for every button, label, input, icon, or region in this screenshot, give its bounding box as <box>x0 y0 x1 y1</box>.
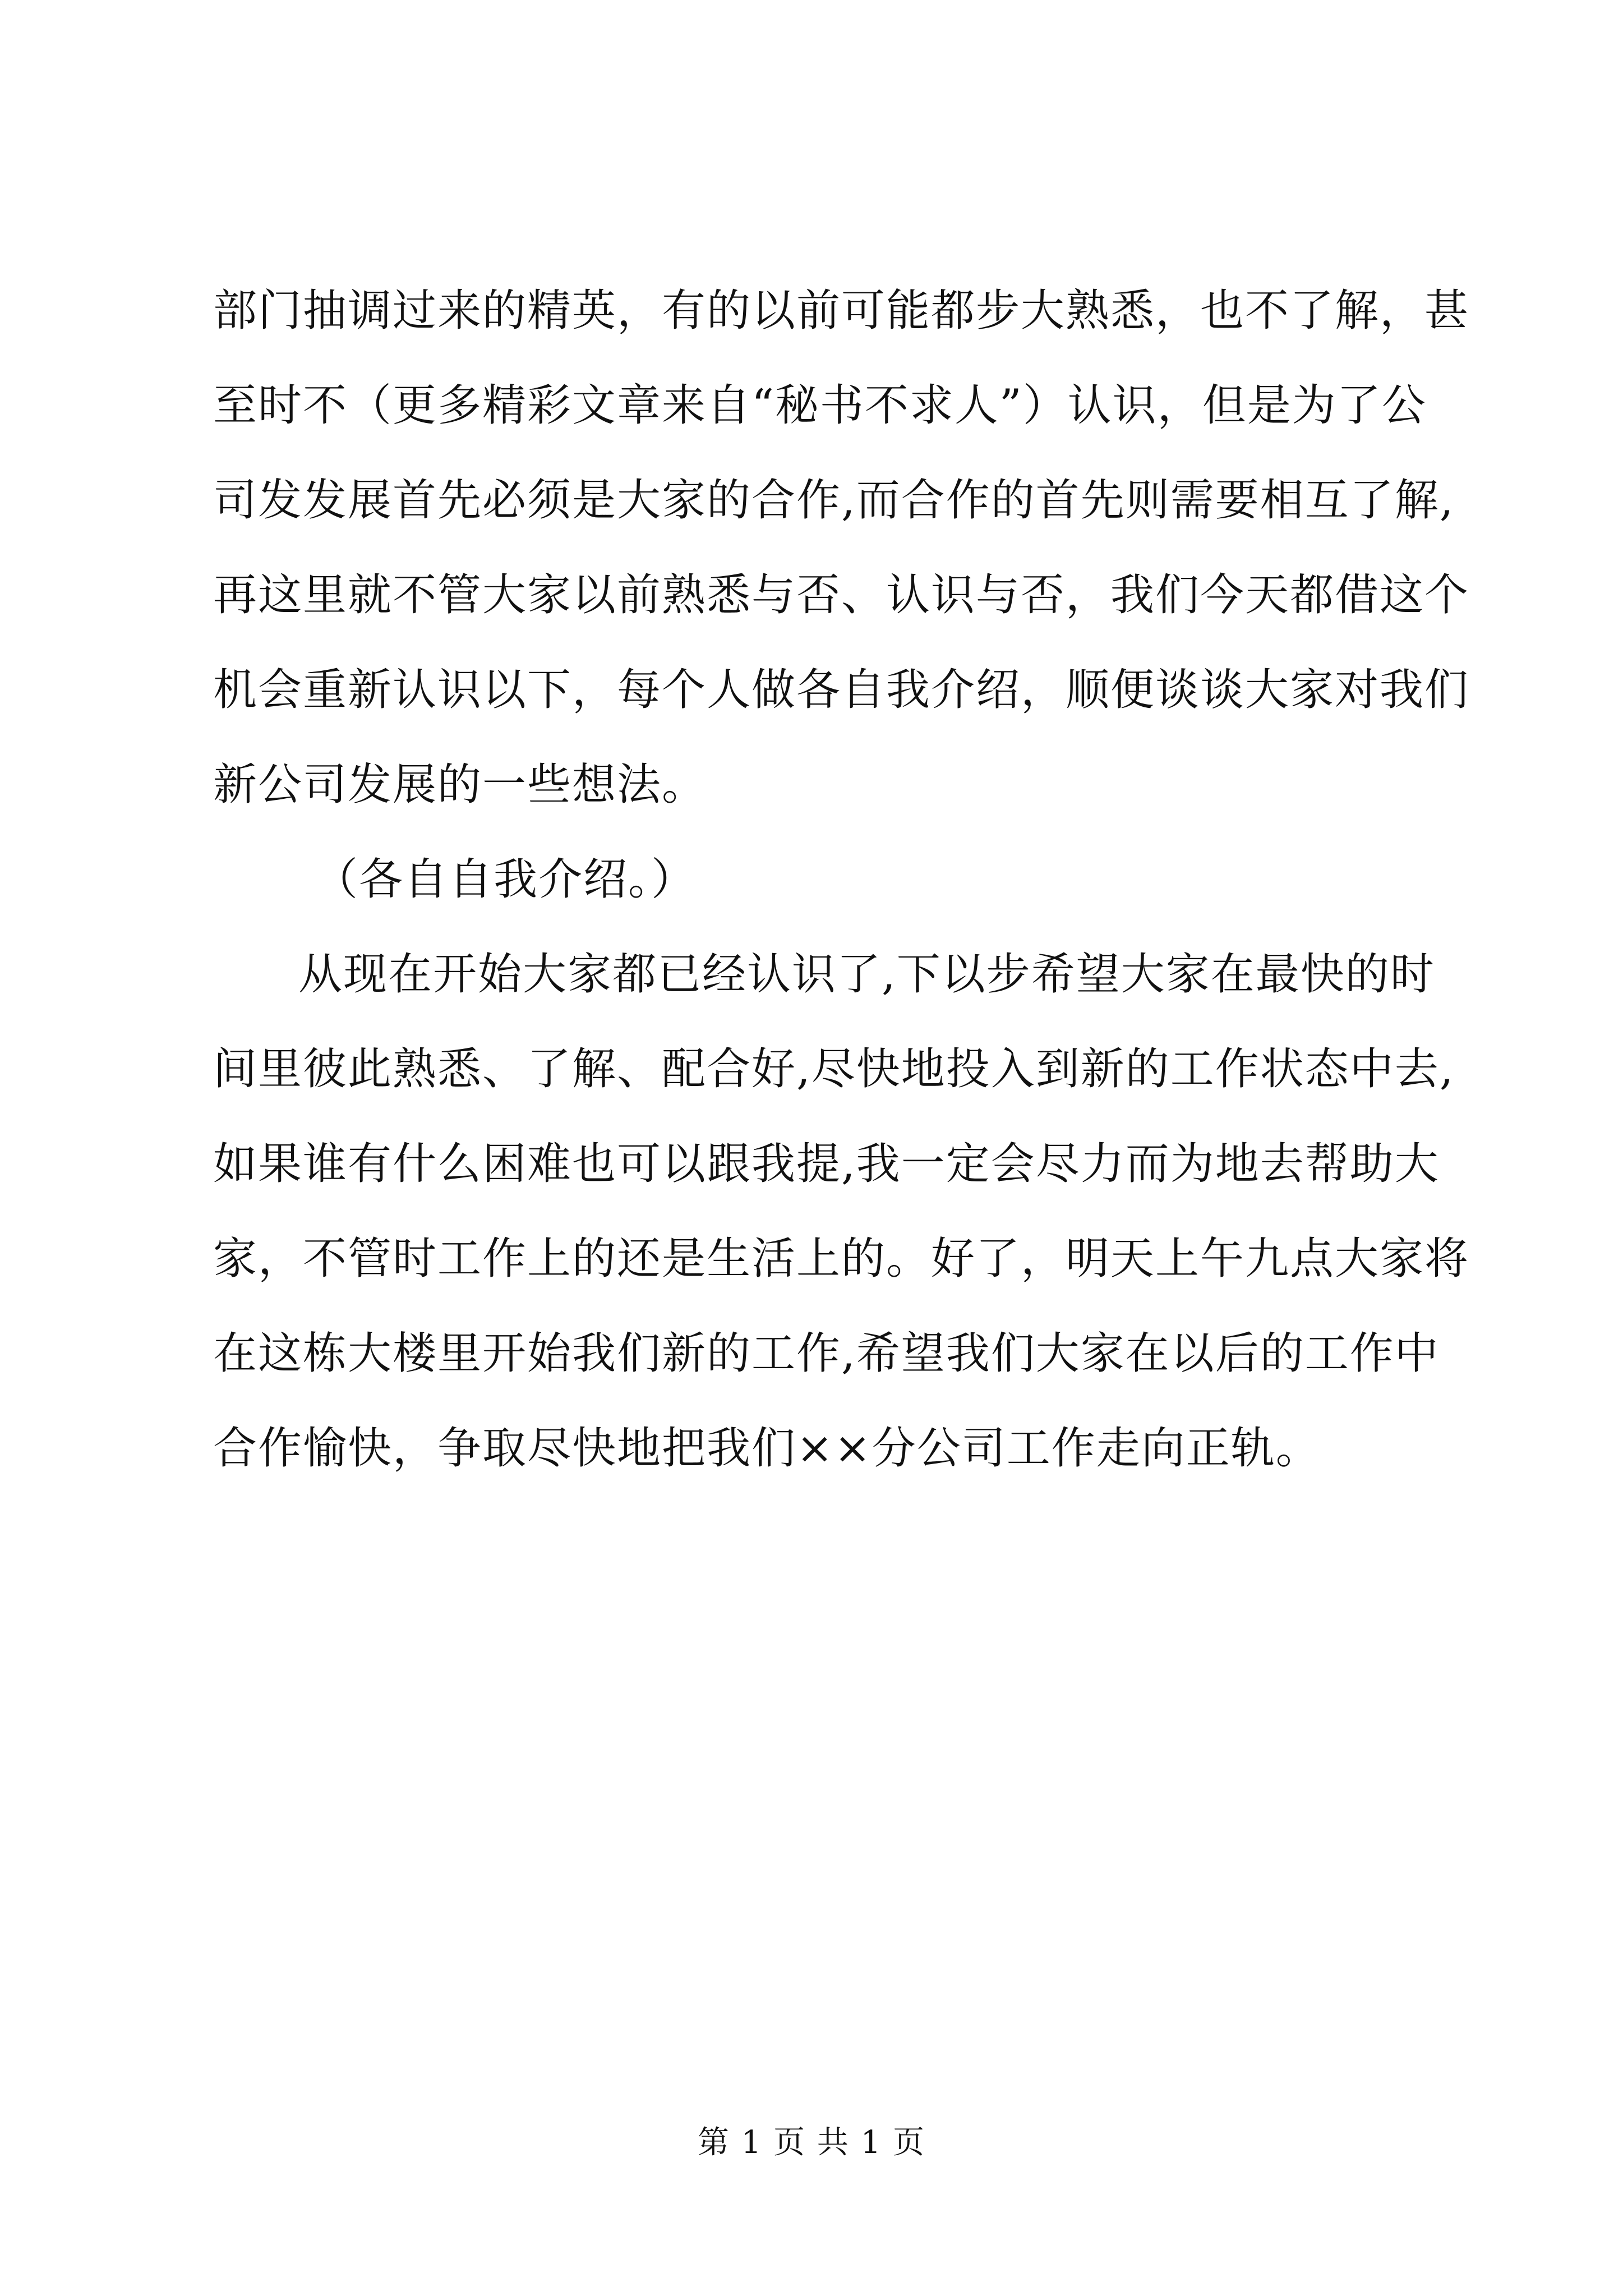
text-line: 间里彼此熟悉、了解、配合好,尽快地投入到新的工作状态中去, <box>213 1044 1455 1094</box>
text-line: 部门抽调过来的精英，有的以前可能都步大熟悉，也不了解，甚 <box>213 286 1470 336</box>
document-body <box>213 264 1470 1496</box>
text-line: 家，不管时工作上的还是生活上的。好了，明天上午九点大家将 <box>213 1234 1470 1284</box>
text-line: 新公司发展的一些想法。 <box>213 760 707 810</box>
page-footer: 第 1 页 共 1 页 <box>697 2124 926 2161</box>
paragraph-start-line: 从现在开始大家都已经认识了,下以步希望大家在最快的时 <box>298 949 1435 1000</box>
text-line-self-intro: （各自自我介绍。） <box>314 854 697 905</box>
text-line: 再这里就不管大家以前熟悉与否、认识与否，我们今天都借这个 <box>213 570 1470 620</box>
text-line: 至时不（更多精彩文章来自“秘书不求人”）认识，但是为了公 <box>213 380 1427 431</box>
text-line: 机会重新认识以下，每个人做各自我介绍，顺便谈谈大家对我们 <box>213 665 1470 715</box>
text-line: 司发发展首先必须是大家的合作,而合作的首先则需要相互了解, <box>213 475 1455 526</box>
text-line: 如果谁有什么困难也可以跟我提,我一定会尽力而为地去帮助大 <box>213 1139 1440 1189</box>
text-line: 合作愉快，争取尽快地把我们××分公司工作走向正轨。 <box>213 1423 1321 1474</box>
text-line: 在这栋大楼里开始我们新的工作,希望我们大家在以后的工作中 <box>213 1328 1440 1379</box>
